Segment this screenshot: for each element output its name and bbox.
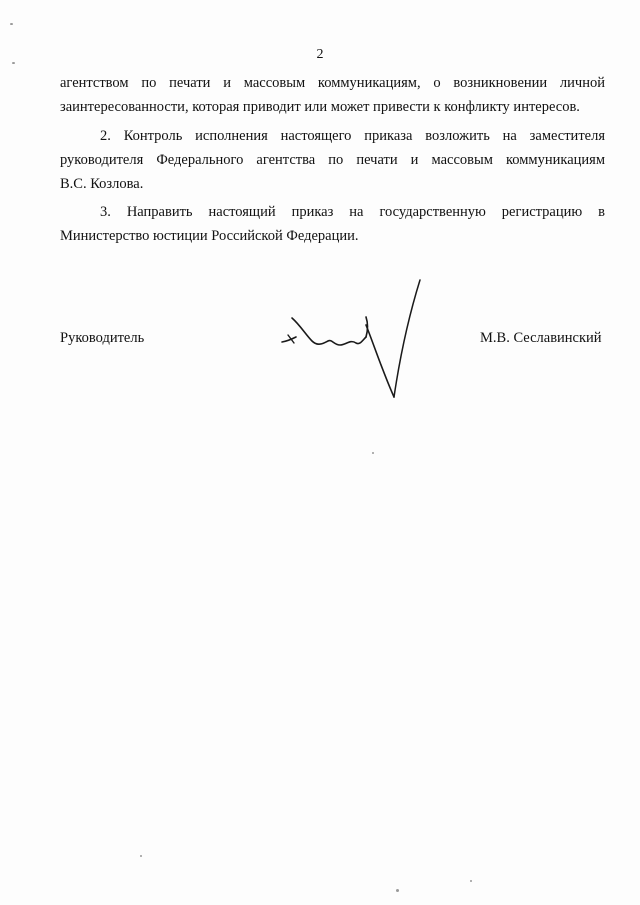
paragraph-2-line-2: руководителя Федерального агентства по печати и массовым коммуникациям [60,152,605,168]
paragraph-1-line-1: агентством по печати и массовым коммуникациям, о возникновении личной [60,75,605,91]
paragraph-3-line-2: Министерство юстиции Российской Федерации. [60,228,359,244]
paragraph-3-line-1: 3. Направить настоящий приказ на государственную регистрацию в [100,204,605,220]
handwritten-signature [270,275,430,405]
paragraph-2-line-1: 2. Контроль исполнения настоящего приказа возложить на заместителя [100,128,605,144]
signer-title: Руководитель [60,330,145,346]
paragraph-1-line-2: заинтересованности, которая приводит или может привести к конфликту интересов. [60,99,580,115]
page-number: 2 [316,47,324,62]
paragraph-2-line-3: В.С. Козлова. [60,176,144,192]
signer-name: М.В. Сеславинский [480,330,602,346]
